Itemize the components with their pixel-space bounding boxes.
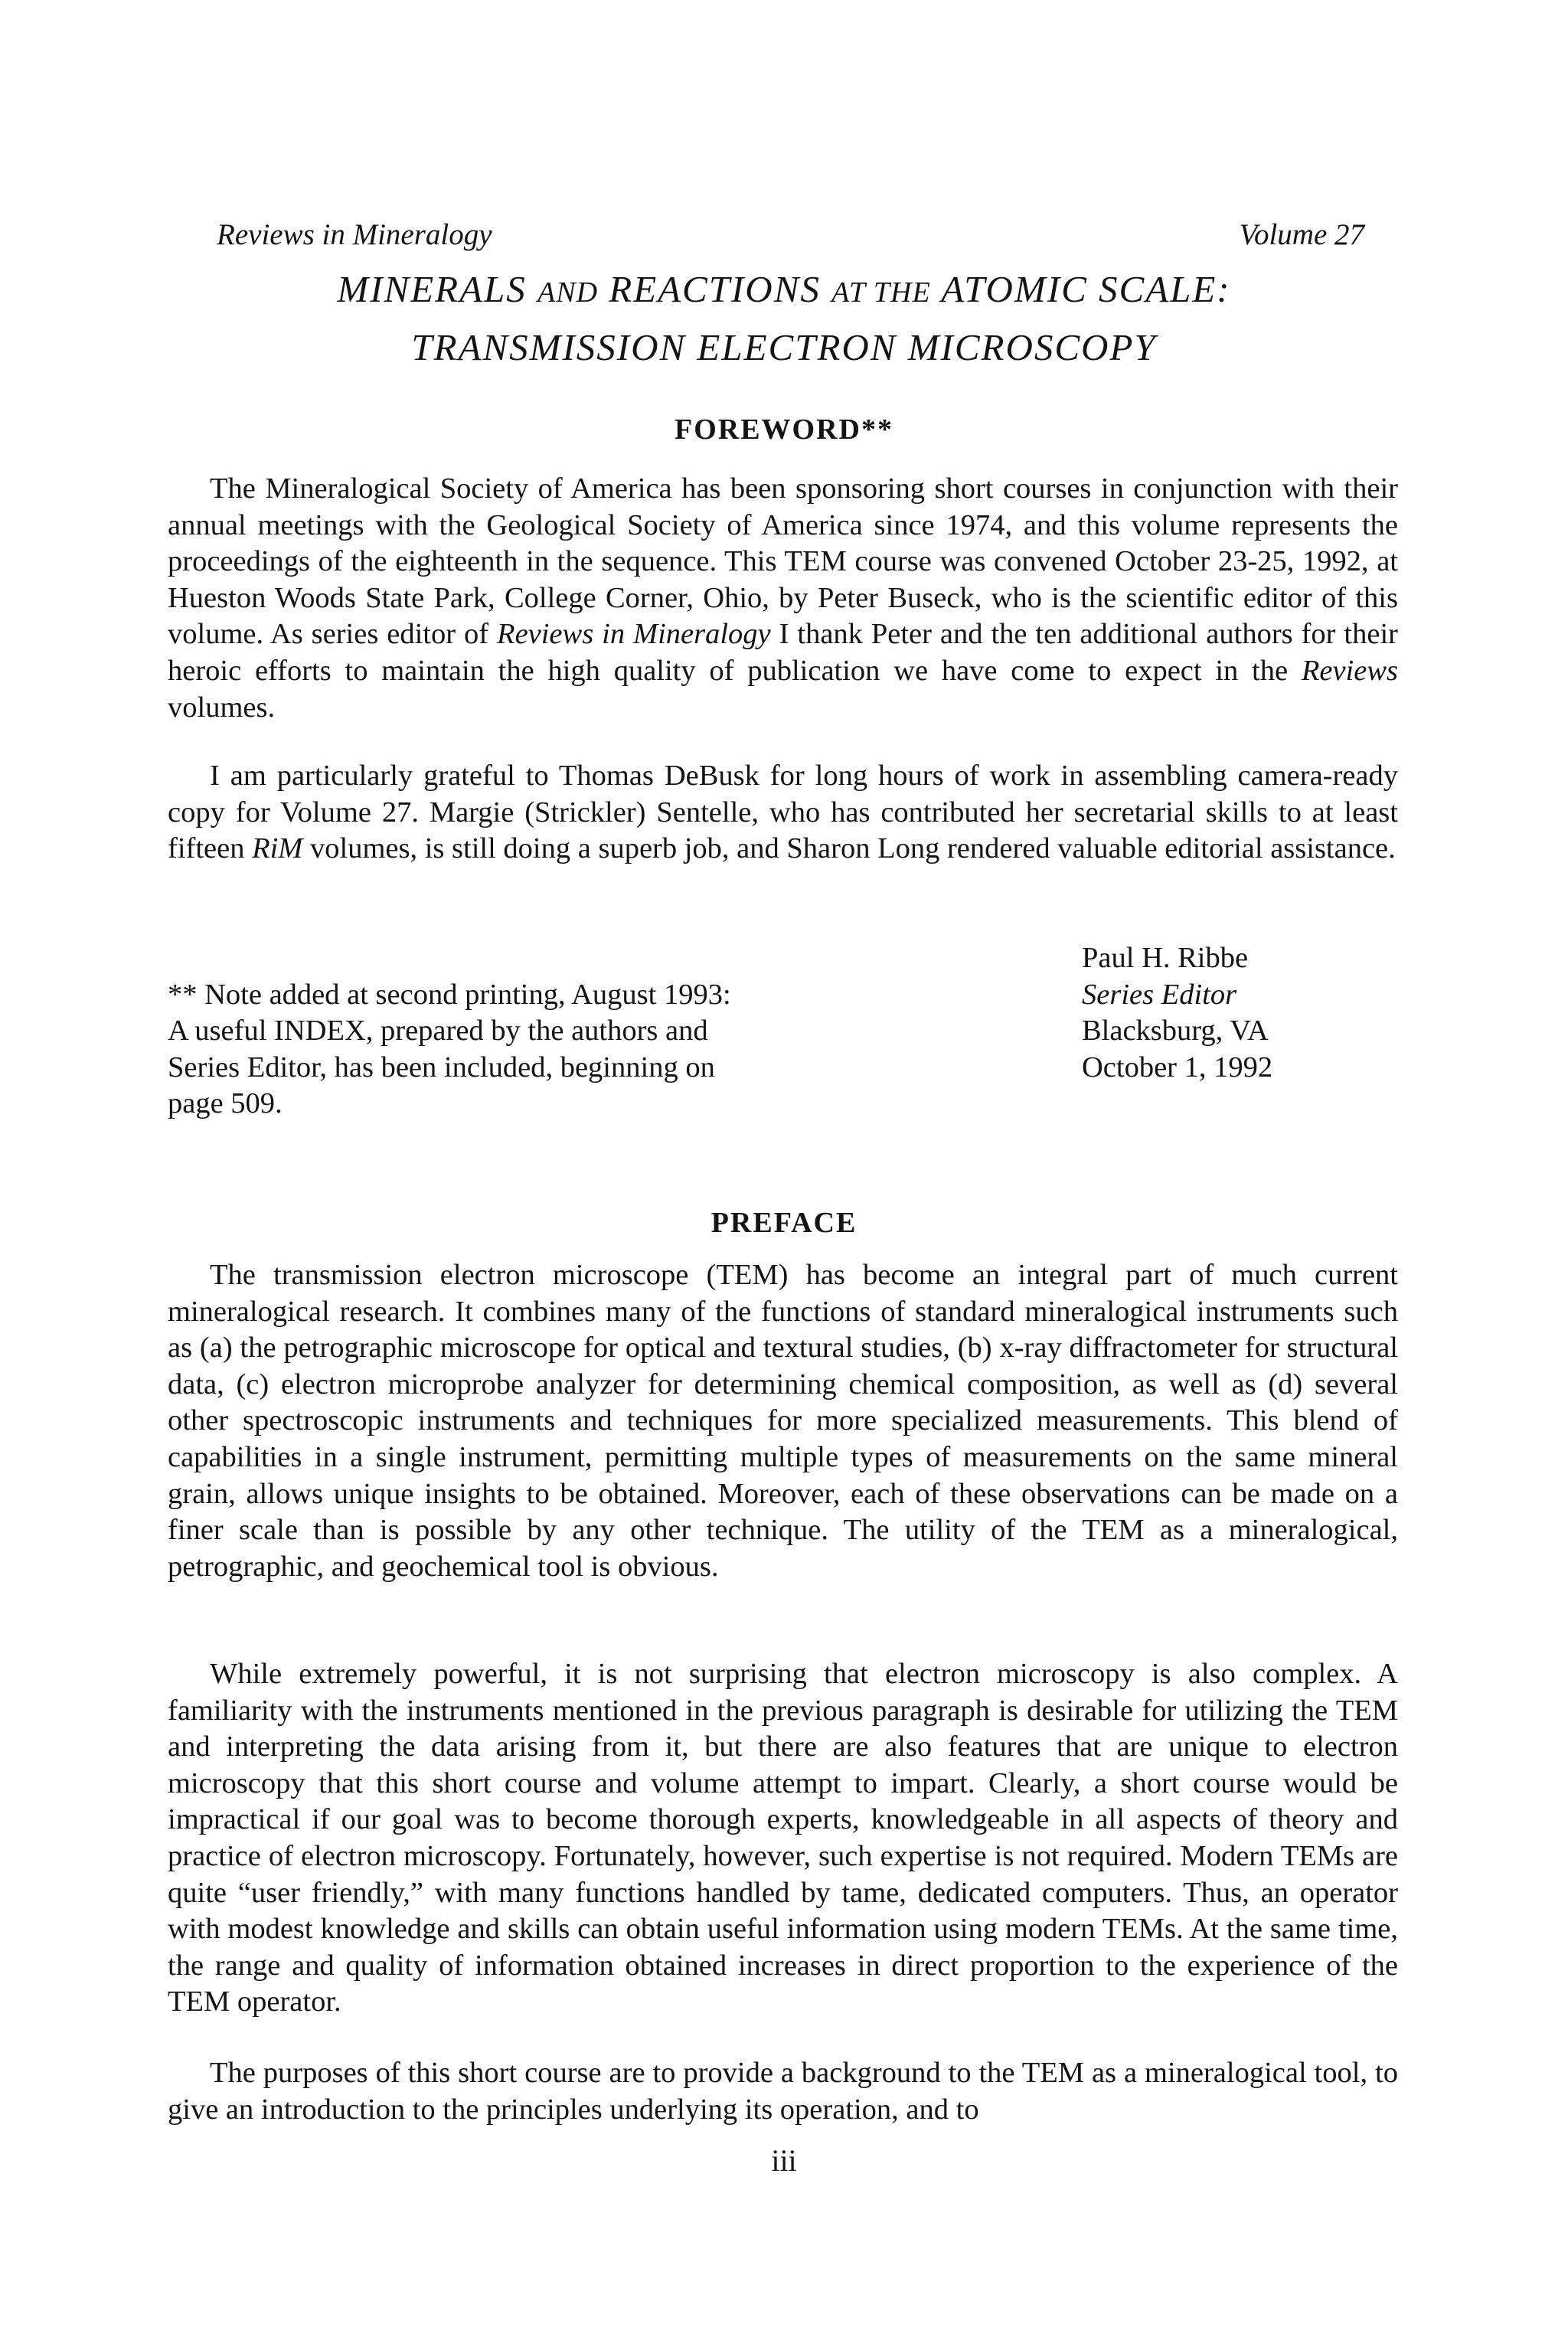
title-word: AND	[537, 276, 599, 309]
preface-paragraph-2: While extremely powerful, it is not surprising that electron microscopy is also complex. A familiarity with the instruments mentioned in the previous paragraph is desirable for utilizing the TEM and interpreting the data arising from it, but there are also features that are unique to electron microscopy that this short course and volume attempt to impart. Clearly, a short course would be impractical if our goal was to become thorough experts, knowledgeable in all aspects of theory and practice of electron microscopy. Fortunately, however, such expertise is not required. Modern TEMs are quite “user friendly,” with many functions handled by tame, dedicated computers. Thus, an operator with modest knowledge and skills can obtain useful information using modern TEMs. At the same time, the range and quality of information obtained increases in direct proportion to the experience of the TEM operator.	[168, 1658, 1398, 2018]
text-run: volumes.	[168, 691, 276, 724]
title-word: AT THE	[831, 276, 931, 309]
title-word: REACTIONS	[609, 268, 821, 310]
foreword-paragraph-2	[168, 758, 1398, 868]
italic-text: RiM	[252, 832, 303, 865]
note-line: A useful INDEX, prepared by the authors and	[168, 1015, 708, 1047]
running-header-series: Reviews in Mineralogy	[217, 218, 492, 251]
page-number: iii	[771, 2143, 797, 2178]
note-line: page 509.	[168, 1087, 283, 1120]
volume-title-line-1	[0, 266, 1568, 315]
running-header-volume: Volume 27	[1239, 218, 1364, 251]
printing-note	[168, 940, 857, 1123]
signature-place: Blacksburg, VA	[1082, 1015, 1269, 1047]
foreword-heading: FOREWORD**	[675, 413, 893, 446]
text-run: The Mineralogical Society of America has been sponsoring short courses in conjunction with their annual meetings with the Geological Society of America since 1974, and this volume represents the proceedings of the eighteenth in the sequence. This TEM course was convened October 23-25, 1992, at Hueston Woods State Park, College Corner, Ohio, by Peter Buseck, who is the scientific editor of this volume. As series editor of	[168, 472, 1398, 651]
title-word: ATOMIC SCALE:	[941, 268, 1231, 310]
signature-name: Paul H. Ribbe	[1082, 942, 1249, 974]
note-line: Series Editor, has been included, beginning on	[168, 1051, 715, 1083]
signature-role: Series Editor	[1082, 978, 1237, 1011]
text-run: I am particularly grateful to Thomas DeBusk for long hours of work in assembling camera-ready copy for Volume 27. Margie (Strickler) Sentelle, who has contributed her secretarial skills to at least fifteen	[168, 760, 1398, 865]
preface-paragraph-1: The transmission electron microscope (TEM) has become an integral part of much current mineralogical research. It combines many of the functions of standard mineralogical instruments such as (a) the petrographic microscope for optical and textural studies, (b) x-ray diffractometer for structural data, (c) electron microprobe analyzer for determining chemical composition, as well as (d) several other spectroscopic instruments and techniques for more specialized measurements. This blend of capabilities in a single instrument, permitting multiple types of measurements on the same mineral grain, allows unique insights to be obtained. Moreover, each of these observations can be made on a finer scale than is possible by any other technique. The utility of the TEM as a mineralogical, petrographic, and geochemical tool is obvious.	[168, 1259, 1398, 1583]
preface-heading: PREFACE	[710, 1207, 858, 1239]
foreword-paragraph-1	[168, 471, 1398, 726]
title-word: MINERALS	[337, 268, 527, 310]
editor-signature	[1082, 940, 1403, 1086]
text-run: I thank Peter and the ten additional authors for their heroic efforts to maintain the high quality of publication we have come to expect in the	[168, 618, 1398, 687]
note-line: ** Note added at second printing, August 1993:	[168, 978, 731, 1011]
signature-date: October 1, 1992	[1082, 1051, 1273, 1083]
italic-text: Reviews in Mineralogy	[497, 618, 771, 651]
italic-text: Reviews	[1301, 654, 1398, 687]
volume-title-line-2: TRANSMISSION ELECTRON MICROSCOPY	[411, 326, 1157, 368]
preface-paragraph-3: The purposes of this short course are to provide a background to the TEM as a mineralogical tool, to give an introduction to the principles underlying its operation, and to	[168, 2057, 1398, 2126]
text-run: volumes, is still doing a superb job, and Sharon Long rendered valuable editorial assistance.	[302, 832, 1396, 865]
